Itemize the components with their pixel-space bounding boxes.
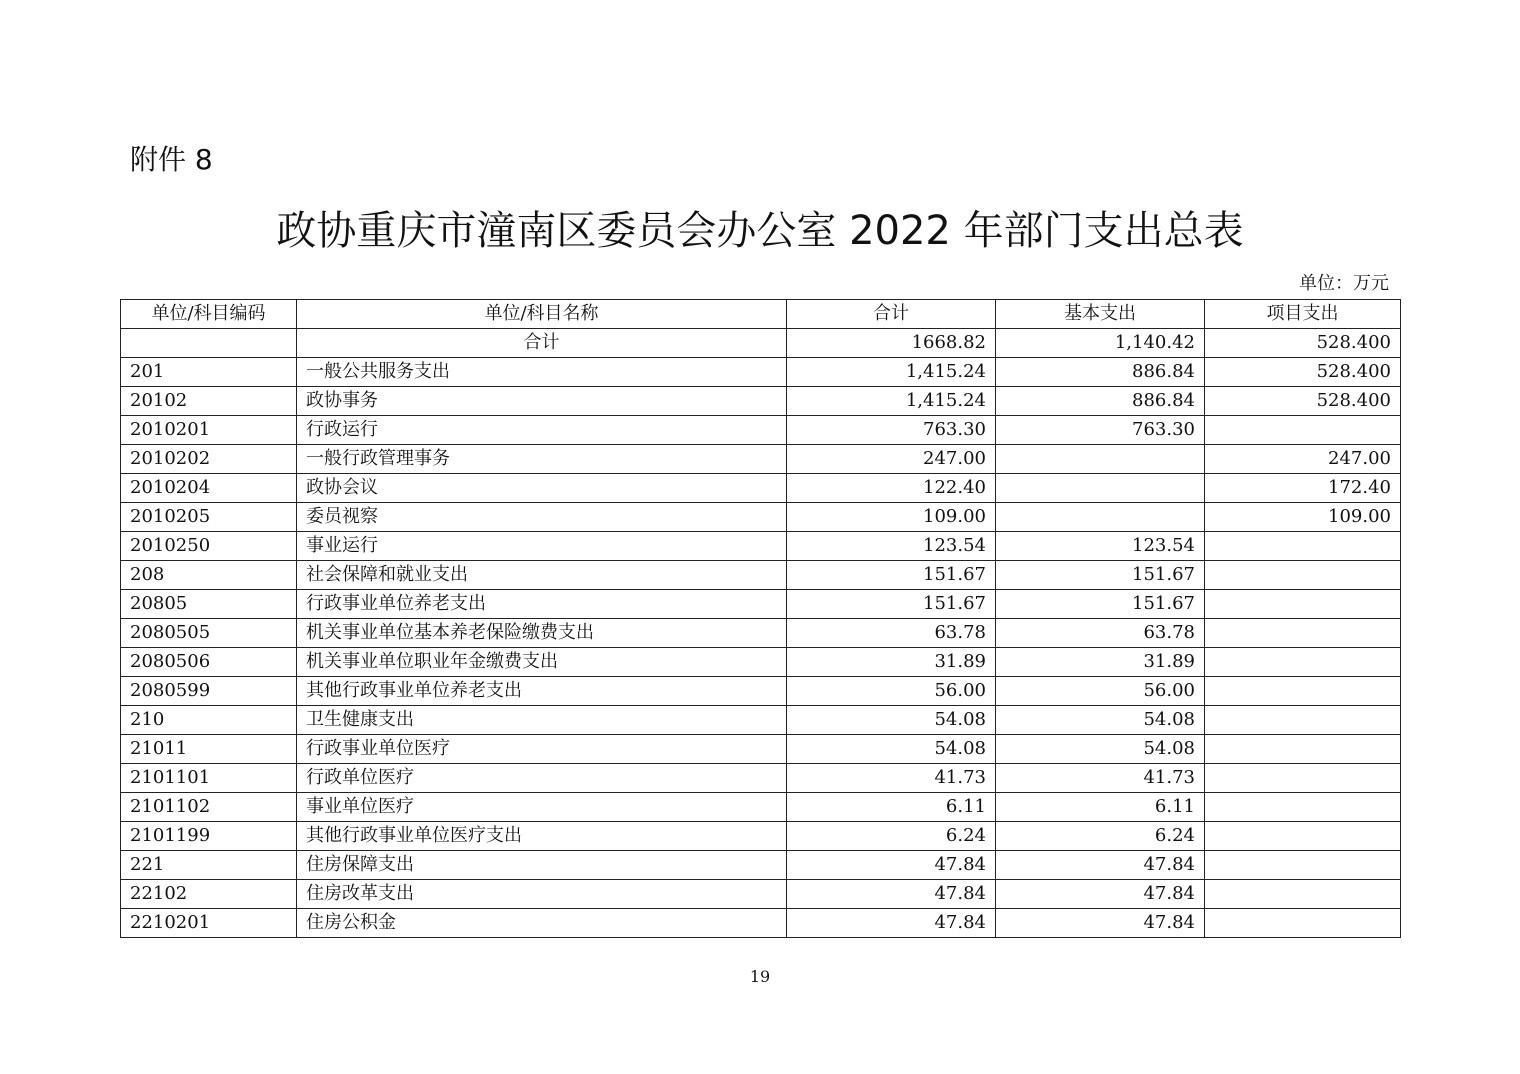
cell-name: 合计 [297,329,787,358]
cell-name: 事业单位医疗 [297,793,787,822]
cell-name: 行政单位医疗 [297,764,787,793]
cell-total: 763.30 [787,416,996,445]
cell-project: 528.400 [1205,387,1401,416]
table-header-row [121,300,1401,329]
unit-label: 单位：万元 [1299,273,1389,294]
cell-code: 20805 [121,590,297,619]
cell-code: 2010202 [121,445,297,474]
cell-code: 201 [121,358,297,387]
table-row [121,909,1401,938]
table-row [121,358,1401,387]
table-row [121,590,1401,619]
cell-name: 政协事务 [297,387,787,416]
cell-total: 47.84 [787,851,996,880]
cell-basic: 47.84 [996,880,1205,909]
cell-project: 247.00 [1205,445,1401,474]
cell-project: 528.400 [1205,329,1401,358]
cell-total: 47.84 [787,909,996,938]
cell-basic: 47.84 [996,909,1205,938]
cell-basic: 31.89 [996,648,1205,677]
cell-name: 卫生健康支出 [297,706,787,735]
cell-project [1205,764,1401,793]
cell-code: 208 [121,561,297,590]
cell-code: 2210201 [121,909,297,938]
cell-name: 行政运行 [297,416,787,445]
cell-code: 210 [121,706,297,735]
cell-project: 109.00 [1205,503,1401,532]
cell-name: 住房保障支出 [297,851,787,880]
cell-name: 其他行政事业单位养老支出 [297,677,787,706]
cell-name: 委员视察 [297,503,787,532]
header-basic: 基本支出 [996,300,1205,329]
cell-basic: 886.84 [996,358,1205,387]
cell-code: 2010205 [121,503,297,532]
cell-total: 56.00 [787,677,996,706]
table-row [121,880,1401,909]
table-row [121,764,1401,793]
expenditure-table [120,299,1401,938]
cell-total: 1668.82 [787,329,996,358]
cell-name: 政协会议 [297,474,787,503]
table-row [121,329,1401,358]
cell-basic: 54.08 [996,706,1205,735]
table-row [121,503,1401,532]
cell-basic [996,474,1205,503]
cell-basic: 6.11 [996,793,1205,822]
cell-total: 54.08 [787,706,996,735]
document-title: 政协重庆市潼南区委员会办公室 2022 年部门支出总表 [276,208,1244,254]
cell-project [1205,909,1401,938]
header-total: 合计 [787,300,996,329]
cell-project [1205,706,1401,735]
cell-basic: 151.67 [996,590,1205,619]
table-row [121,677,1401,706]
cell-total: 123.54 [787,532,996,561]
cell-code: 221 [121,851,297,880]
cell-name: 一般行政管理事务 [297,445,787,474]
table-row [121,851,1401,880]
cell-code: 2101101 [121,764,297,793]
page-number: 19 [749,967,771,986]
cell-project [1205,880,1401,909]
table-row [121,793,1401,822]
table-row [121,735,1401,764]
header-name: 单位/科目名称 [297,300,787,329]
cell-total: 122.40 [787,474,996,503]
cell-project [1205,822,1401,851]
cell-code: 2080505 [121,619,297,648]
cell-basic [996,503,1205,532]
table-row [121,387,1401,416]
cell-code: 2010204 [121,474,297,503]
cell-project [1205,416,1401,445]
cell-basic: 41.73 [996,764,1205,793]
attachment-label: 附件 8 [130,143,213,176]
cell-basic [996,445,1205,474]
cell-project [1205,851,1401,880]
cell-total: 6.24 [787,822,996,851]
table-row [121,619,1401,648]
cell-total: 151.67 [787,561,996,590]
cell-name: 一般公共服务支出 [297,358,787,387]
header-code: 单位/科目编码 [121,300,297,329]
cell-name: 社会保障和就业支出 [297,561,787,590]
cell-basic: 886.84 [996,387,1205,416]
cell-code: 20102 [121,387,297,416]
header-project: 项目支出 [1205,300,1401,329]
cell-total: 31.89 [787,648,996,677]
cell-total: 1,415.24 [787,387,996,416]
cell-basic: 47.84 [996,851,1205,880]
cell-project [1205,648,1401,677]
cell-total: 6.11 [787,793,996,822]
cell-code: 2010201 [121,416,297,445]
cell-total: 1,415.24 [787,358,996,387]
cell-code: 2080506 [121,648,297,677]
cell-project [1205,735,1401,764]
cell-code: 2101199 [121,822,297,851]
cell-basic: 123.54 [996,532,1205,561]
cell-project [1205,793,1401,822]
cell-code: 2101102 [121,793,297,822]
cell-total: 247.00 [787,445,996,474]
cell-total: 47.84 [787,880,996,909]
cell-basic: 54.08 [996,735,1205,764]
cell-basic: 151.67 [996,561,1205,590]
cell-basic: 1,140.42 [996,329,1205,358]
cell-name: 行政事业单位医疗 [297,735,787,764]
table-row [121,822,1401,851]
cell-name: 机关事业单位基本养老保险缴费支出 [297,619,787,648]
cell-code: 2010250 [121,532,297,561]
cell-project [1205,677,1401,706]
cell-basic: 763.30 [996,416,1205,445]
cell-basic: 56.00 [996,677,1205,706]
cell-code: 21011 [121,735,297,764]
cell-project [1205,619,1401,648]
table-row [121,532,1401,561]
cell-code: 22102 [121,880,297,909]
cell-name: 其他行政事业单位医疗支出 [297,822,787,851]
table-row [121,706,1401,735]
cell-basic: 6.24 [996,822,1205,851]
table-row [121,648,1401,677]
cell-name: 行政事业单位养老支出 [297,590,787,619]
cell-total: 109.00 [787,503,996,532]
cell-total: 41.73 [787,764,996,793]
cell-total: 63.78 [787,619,996,648]
table-row [121,445,1401,474]
cell-total: 54.08 [787,735,996,764]
cell-project: 528.400 [1205,358,1401,387]
cell-name: 住房公积金 [297,909,787,938]
table-row [121,474,1401,503]
cell-name: 事业运行 [297,532,787,561]
cell-basic: 63.78 [996,619,1205,648]
cell-code [121,329,297,358]
cell-project [1205,532,1401,561]
table-row [121,416,1401,445]
table-row [121,561,1401,590]
cell-project [1205,561,1401,590]
cell-name: 机关事业单位职业年金缴费支出 [297,648,787,677]
cell-total: 151.67 [787,590,996,619]
cell-name: 住房改革支出 [297,880,787,909]
cell-code: 2080599 [121,677,297,706]
cell-project: 172.40 [1205,474,1401,503]
cell-project [1205,590,1401,619]
